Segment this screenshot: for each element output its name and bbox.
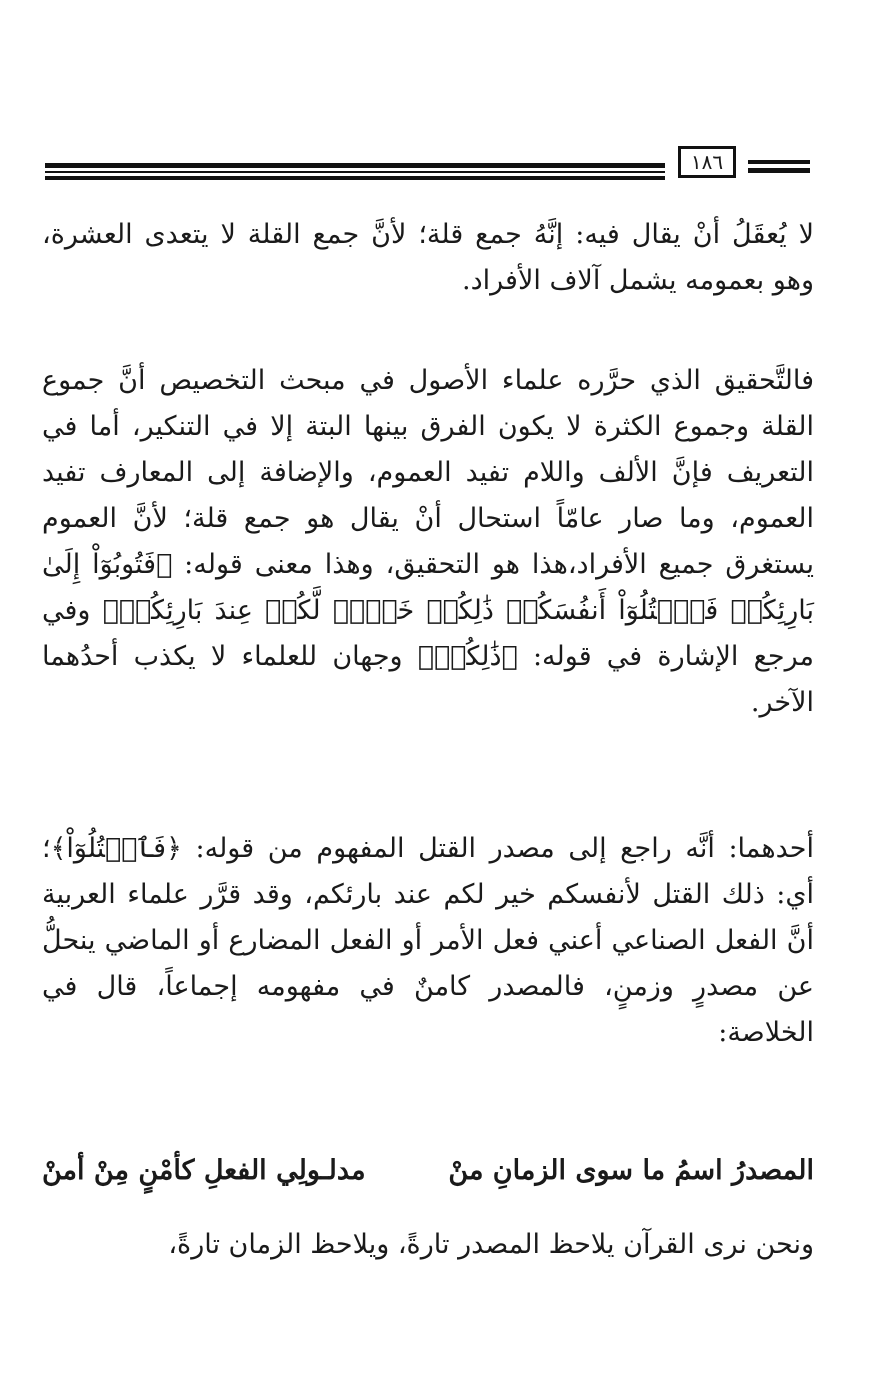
header-rule-short [748, 160, 810, 164]
header-rule-short [748, 168, 810, 173]
header-rule [45, 171, 665, 173]
header-rule [45, 163, 665, 168]
verse-first-hemistich: المصدرُ اسمُ ما سوى الزمانِ منْ [448, 1155, 814, 1186]
page-number: ١٨٦ [678, 146, 736, 178]
paragraph-1: لا يُعقَلُ أنْ يقال فيه: إنَّهُ جمع قلة؛ لأنَّ جمع القلة لا يتعدى العشرة، وهو بعمومه يشمل آلاف الأفراد. [42, 219, 814, 296]
verse-second-hemistich: مدلـولِي الفعلِ كأمْنٍ مِنْ أمنْ [42, 1155, 366, 1186]
header-rule [45, 176, 665, 180]
paragraph-2: فالتَّحقيق الذي حرَّره علماء الأصول في مبحث التخصيص أنَّ جموع القلة وجموع الكثرة لا يكون الفرق بينها البتة إلا في التنكير، أما في التعريف فإنَّ الألف واللام تفيد العموم، والإضافة إلى المعارف تفيد العموم، وما صار عامّاً استحال أنْ يقال هو جمع قلة؛ لأنَّ العموم يستغرق جميع الأفراد،هذا هو التحقيق، وهذا معنى قوله: ﴿فَتُوبُوٓاْ إِلَىٰ بَارِئِكُمۡ فَٱقۡتُلُوٓاْ أَنفُسَكُمۡ ذَٰلِكُمۡ خَيۡرٞ لَّكُمۡ عِندَ بَارِئِكُمۡ﴾ وفي مرجع الإشارة في قوله: ﴿ذَٰلِكُمۡ﴾ وجهان للعلماء لا يكذب أحدُهما الآخر. [42, 365, 814, 718]
closing-line: ونحن نرى القرآن يلاحظ المصدر تارةً، ويلاحظ الزمان تارةً، [168, 1229, 814, 1260]
paragraph-3: أحدهما: أنَّه راجع إلى مصدر القتل المفهوم من قوله: ﴿فَٱقۡتُلُوٓاْ﴾؛ أي: ذلك القتل لأنفسكم خير لكم عند بارئكم، وقد قرَّر علماء العربية أنَّ الفعل الصناعي أعني فعل الأمر أو الفعل المضارع أو الماضي ينحلُّ عن مصدرٍ وزمنٍ، فالمصدر كامنٌ في مفهومه إجماعاً، قال في الخلاصة: [42, 833, 814, 1048]
poetry-verse [42, 1148, 814, 1194]
